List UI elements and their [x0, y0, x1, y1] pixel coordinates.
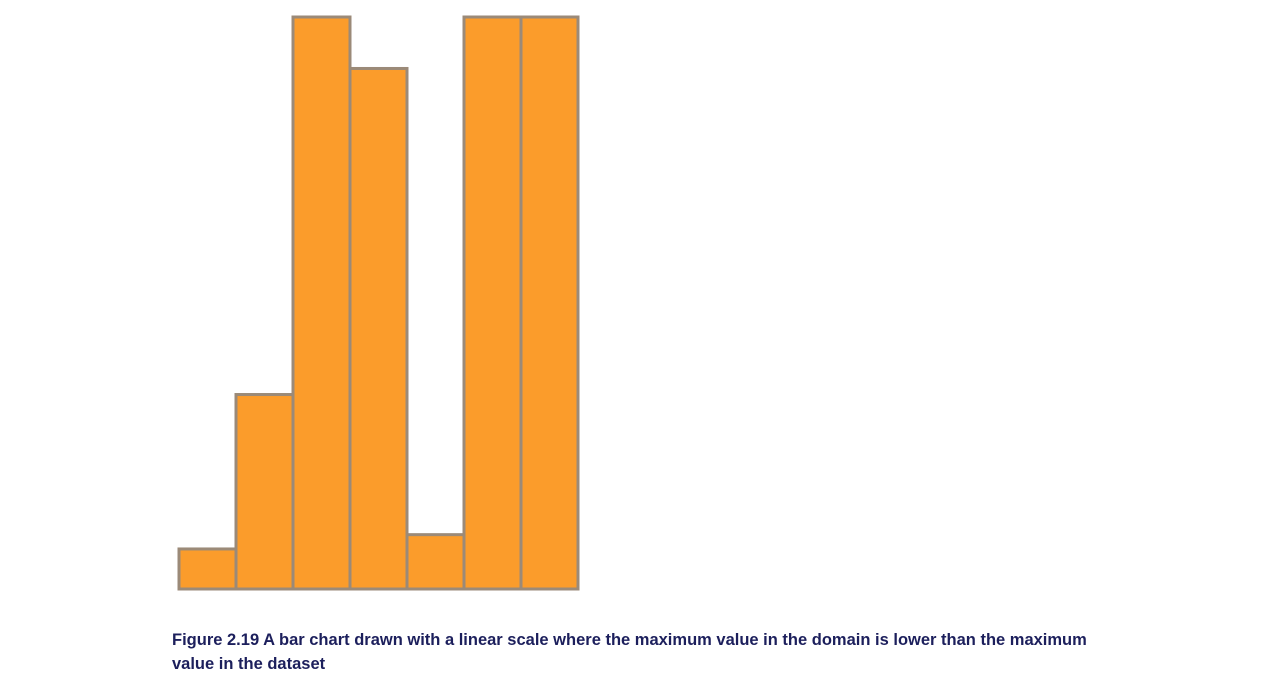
- bar-7: [521, 17, 578, 589]
- bar-3: [293, 17, 350, 589]
- figure-caption-text: A bar chart drawn with a linear scale where the maximum value in the domain is lower than the maximum value in the dataset: [172, 631, 1087, 673]
- bar-2: [236, 395, 293, 589]
- bar-5: [407, 535, 464, 589]
- bar-4: [350, 68, 407, 589]
- bar-6: [464, 17, 521, 589]
- figure-caption: [172, 628, 1102, 676]
- bar-1: [179, 549, 236, 589]
- figure-label: Figure 2.19: [172, 631, 260, 649]
